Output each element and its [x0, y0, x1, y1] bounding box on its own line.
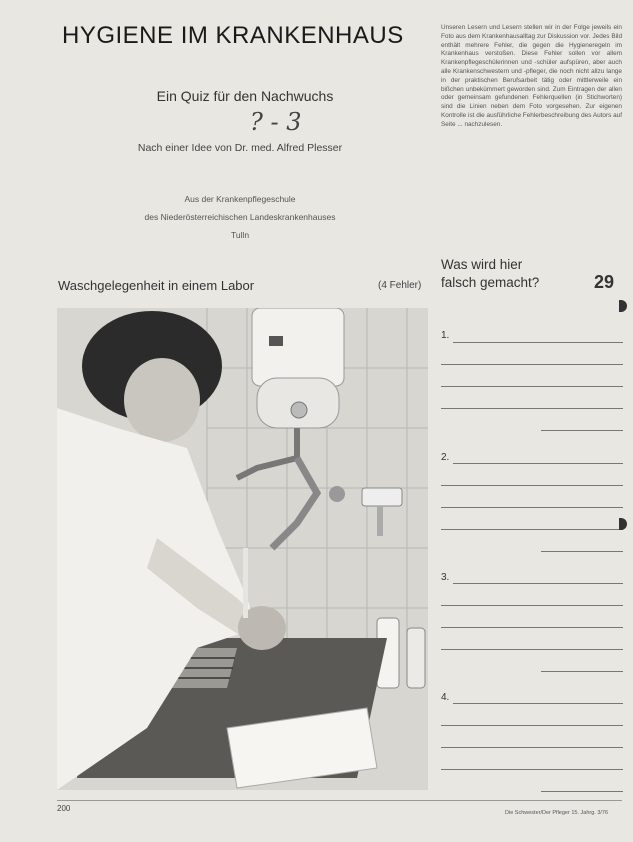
answer-line[interactable] — [441, 769, 623, 770]
answer-line[interactable] — [541, 671, 623, 672]
answer-line[interactable] — [441, 725, 623, 726]
page-marker: 29 — [594, 272, 615, 292]
question-line-1: Was wird hier — [441, 257, 523, 272]
intro-text: Unseren Lesern und Lesern stellen wir in der Folge jeweils ein Foto aus dem Krankenhausalltag zur Diskussion vor. Jedes Bild enthält mehrere Fehler, die gegen die Hygieneregeln im Krankenhaus verstoßen. Diese Fehler sollen vor allem Krankenpflegeschülerinnen und -schüler aufspüren, aber auch alle Krankenschwestern und -pfleger, die noch nicht allzu lange in der praktischen Berufsarbeit tätig oder mittlerweile ein bißchen unbekümmert geworden sind. Zum Eintragen der allen oder gemeinsam gefundenen Fehlerquellen (in Stichworten) sind die Linien neben dem Foto vorgesehen. Zur eigenen Kontrolle ist die ausführliche Fehlerbeschreibung des Autors auf Seite ... nachzulesen. — [441, 24, 622, 128]
answer-number-3: 3. — [441, 572, 450, 583]
journal-reference: Die Schwester/Der Pfleger 15. Jahrg. 3/76 — [505, 810, 609, 816]
author-credit: Nach einer Idee von Dr. med. Alfred Plesser — [137, 142, 343, 154]
school-line-2: des Niederösterreichischen Landeskrankenhauses — [144, 212, 336, 222]
school-credit — [60, 190, 420, 244]
answer-line[interactable] — [441, 485, 623, 486]
answer-line[interactable] — [453, 342, 623, 343]
answer-line[interactable] — [541, 791, 623, 792]
answer-line[interactable] — [453, 703, 623, 704]
answer-line[interactable] — [453, 583, 623, 584]
answer-line[interactable] — [441, 507, 623, 508]
answer-number-2: 2. — [441, 452, 450, 463]
page-edge-mark — [619, 300, 627, 312]
answer-line[interactable] — [441, 408, 623, 409]
quiz-photo — [57, 308, 428, 790]
photo-caption: Waschgelegenheit in einem Labor — [58, 278, 255, 293]
school-line-3: Tulln — [230, 230, 250, 240]
answer-line[interactable] — [541, 430, 623, 431]
quiz-question — [441, 256, 539, 292]
answer-line[interactable] — [441, 649, 623, 650]
answer-number-4: 4. — [441, 692, 450, 703]
answer-line[interactable] — [441, 627, 623, 628]
answer-line[interactable] — [441, 529, 623, 530]
answer-line[interactable] — [453, 463, 623, 464]
question-line-2: falsch gemacht? — [441, 275, 540, 290]
page-edge-mark — [619, 518, 627, 530]
school-line-1: Aus der Krankenpflegeschule — [184, 194, 296, 204]
answer-number-1: 1. — [441, 330, 450, 341]
photo-illustration — [57, 308, 428, 790]
answer-line[interactable] — [441, 364, 623, 365]
page-number: 200 — [57, 804, 71, 813]
article-title: HYGIENE IM KRANKENHAUS — [62, 22, 404, 49]
footer-rule — [57, 800, 622, 801]
answer-line[interactable] — [441, 747, 623, 748]
handwritten-note: ? - 3 — [250, 108, 302, 136]
error-count: (4 Fehler) — [378, 280, 422, 291]
article-subtitle: Ein Quiz für den Nachwuchs — [156, 88, 334, 104]
answer-line[interactable] — [441, 386, 623, 387]
answer-line[interactable] — [541, 551, 623, 552]
answer-line[interactable] — [441, 605, 623, 606]
